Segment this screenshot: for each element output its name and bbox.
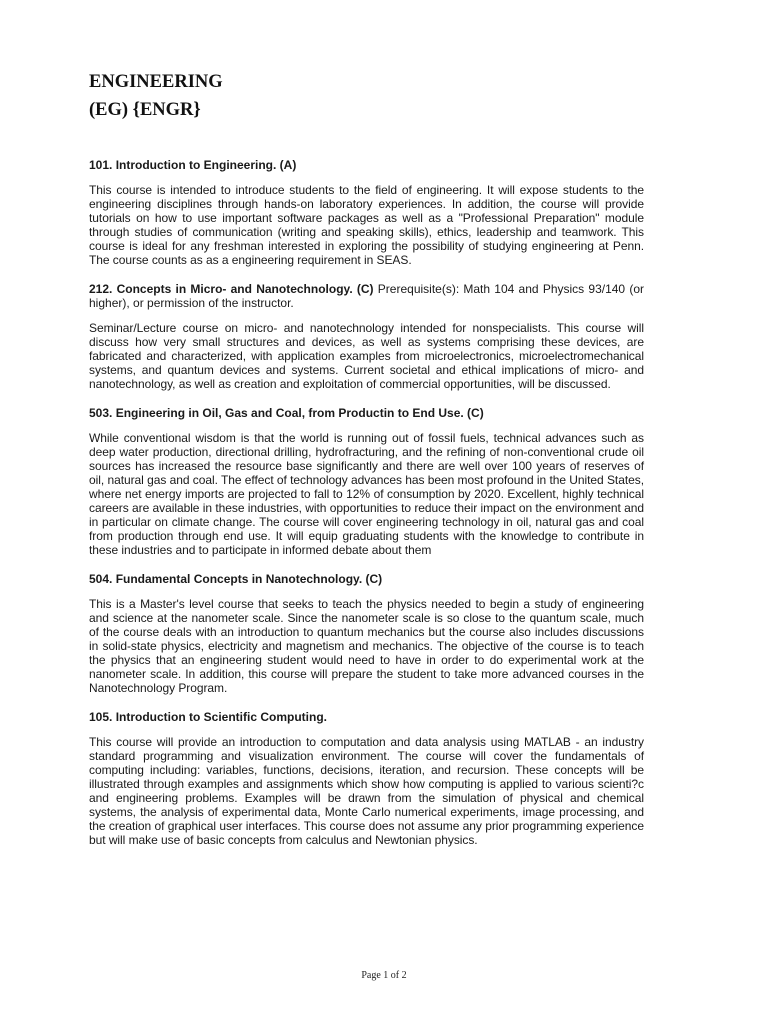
department-codes: (EG) {ENGR} bbox=[89, 100, 201, 120]
course-title: 101. Introduction to Engineering. (A) bbox=[89, 158, 297, 172]
course-heading bbox=[89, 282, 644, 310]
course-entry bbox=[89, 710, 644, 847]
course-description: While conventional wisdom is that the world is running out of fossil fuels, technical advances such as deep water production, directional drilling, hydrofracturing, and the refining of non-conventional crude oil sources has increased the resource base significantly and there are well over 100 years of reserves of oil, natural gas and coal. The effect of technology advances has been most profound in the United States, where net energy imports are projected to fall to 12% of consumption by 2020. Excellent, highly technical careers are available in these industries, with opportunities to reduce their impact on the environment and in particular on climate change. The course will cover engineering technology in oil, natural gas and coal from production through end use. It will equip graduating students with the knowledge to contribute in these industries and to participate in informed debate about them bbox=[89, 431, 644, 557]
course-entry bbox=[89, 282, 644, 391]
course-title: 504. Fundamental Concepts in Nanotechnology. (C) bbox=[89, 572, 383, 586]
course-heading bbox=[89, 572, 644, 586]
course-entry bbox=[89, 158, 644, 267]
course-entry bbox=[89, 406, 644, 557]
course-description: This course will provide an introduction to computation and data analysis using MATLAB - an industry standard programming and visualization environment. The course will cover the fundamentals of computing including: variables, functions, decisions, iteration, and recursion. These concepts will be illustrated through examples and assignments which show how computing is applied to various scienti?c and engineering problems. Examples will be drawn from the simulation of physical and chemical systems, the analysis of experimental data, Monte Carlo numerical experiments, image processing, and the creation of graphical user interfaces. This course does not assume any prior programming experience but will make use of basic concepts from calculus and Newtonian physics. bbox=[89, 735, 644, 847]
course-heading bbox=[89, 710, 644, 724]
course-title: 105. Introduction to Scientific Computing. bbox=[89, 710, 328, 724]
course-description: This course is intended to introduce students to the field of engineering. It will expose students to the engineering disciplines through hands-on laboratory experiences. In addition, the course will provide tutorials on how to use important software packages as well as a "Professional Preparation" module through studies of communication (writing and speaking skills), ethics, leadership and teamwork. This course is ideal for any freshman interested in exploring the possibility of studying engineering at Penn. The course counts as as a engineering requirement in SEAS. bbox=[89, 183, 644, 267]
course-prerequisites: Prerequisite(s): Math 104 and Physics 93/140 (or higher), or permission of the instructor. bbox=[89, 282, 645, 310]
page-number: Page 1 of 2 bbox=[361, 970, 407, 981]
course-description: This is a Master's level course that seeks to teach the physics needed to begin a study of engineering and science at the nanometer scale. Since the nanometer scale is so close to the quantum scale, much of the course deals with an introduction to quantum mechanics but the course also includes discussions in solid-state physics, electricity and magnetism and mechanics. The objective of the course is to teach the physics that an engineering student would need to have in order to do experimental work at the nanometer scale. In addition, this course will prepare the student to take more advanced courses in the Nanotechnology Program. bbox=[89, 597, 644, 695]
course-title: 503. Engineering in Oil, Gas and Coal, from Productin to End Use. (C) bbox=[89, 406, 484, 420]
course-heading bbox=[89, 158, 644, 172]
course-heading bbox=[89, 406, 644, 420]
department-header bbox=[89, 68, 644, 124]
course-entry bbox=[89, 572, 644, 695]
course-description: Seminar/Lecture course on micro- and nanotechnology intended for nonspecialists. This course will discuss how very small structures and devices, as well as systems comprising these devices, are fabricated and characterized, with application examples from microelectronics, microelectromechanical systems, and quantum devices and systems. Current societal and ethical implications of micro- and nanotechnology, as well as creation and exploitation of commercial opportunities, will be discussed. bbox=[89, 321, 644, 391]
department-name: ENGINEERING bbox=[89, 72, 223, 92]
course-title: 212. Concepts in Micro- and Nanotechnology. (C) bbox=[89, 282, 374, 296]
document-page bbox=[89, 68, 644, 862]
